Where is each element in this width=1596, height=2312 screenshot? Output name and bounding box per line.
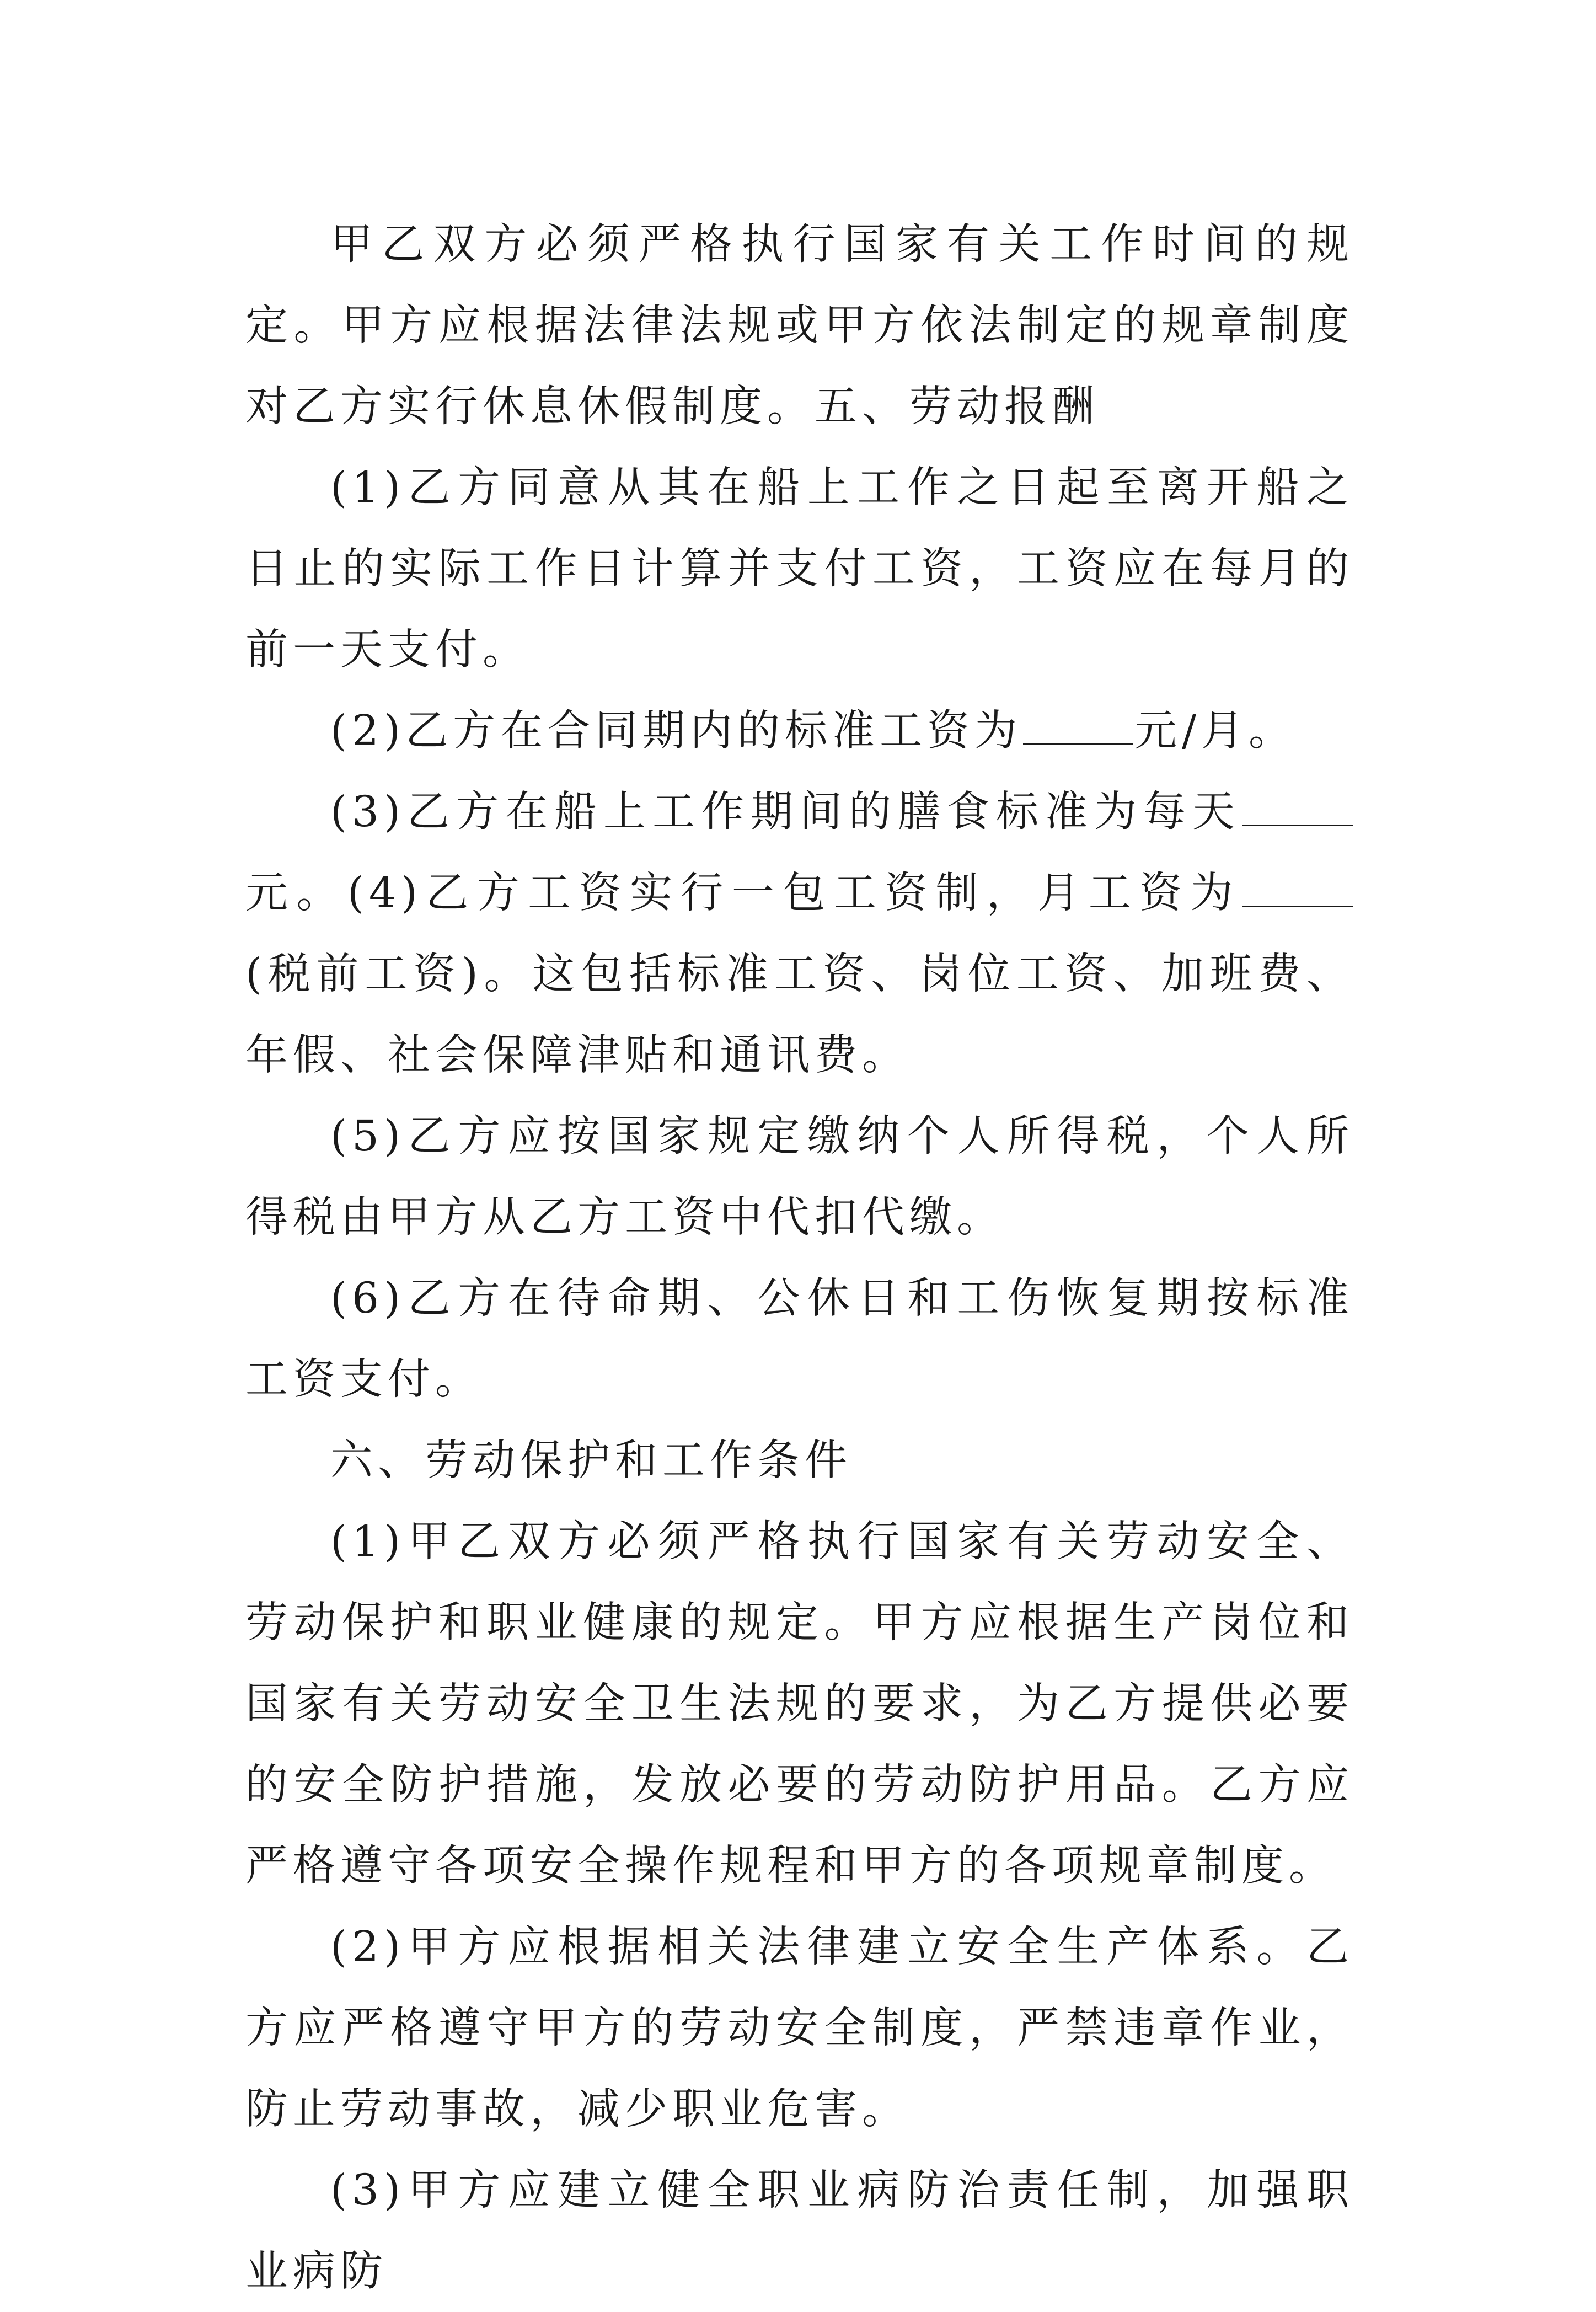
section-heading-text: 六、劳动保护和工作条件 xyxy=(330,1436,852,1485)
document-body xyxy=(245,204,1354,2312)
paragraph-text: (6)乙方在待命期、公休日和工伤恢复期按标准工资支付。 xyxy=(245,1274,1354,1404)
paragraph-standby-pay xyxy=(245,1258,1354,1420)
section-heading-labor-protection xyxy=(245,1420,1354,1501)
paragraph-text: (3)甲方应建立健全职业病防治责任制，加强职业病防 xyxy=(245,2166,1354,2296)
paragraph-wage-calculation xyxy=(245,447,1354,691)
paragraph-text: (2)甲方应根据相关法律建立安全生产体系。乙方应严格遵守甲方的劳动安全制度，严禁违章作业，防止劳动事故，减少职业危害。 xyxy=(245,1923,1354,2134)
paragraph-text: (1)乙方同意从其在船上工作之日起至离开船之日止的实际工作日计算并支付工资，工资应在每月的前一天支付。 xyxy=(245,463,1354,675)
blank-monthly-wage[interactable] xyxy=(1242,873,1353,907)
paragraph-text: (3)乙方在船上工作期间的膳食标准为每天 xyxy=(330,788,1241,837)
paragraph-text: (1)甲乙双方必须严格执行国家有关劳动安全、劳动保护和职业健康的规定。甲方应根据生产岗位和国家有关劳动安全卫生法规的要求，为乙方提供必要的安全防护措施，发放必要的劳动防护用品。乙方应严格遵守各项安全操作规程和甲方的各项规章制度。 xyxy=(245,1517,1354,1891)
paragraph-text: 甲乙双方必须严格执行国家有关工作时间的规定。甲方应根据法律法规或甲方依法制定的规章制度对乙方实行休息休假制度。五、劳动报酬 xyxy=(245,220,1354,431)
paragraph-safety-system xyxy=(245,1907,1354,2150)
paragraph-standard-wage xyxy=(245,691,1354,772)
paragraph-meal-and-package-wage xyxy=(245,772,1354,1096)
paragraph-text: 元/月。 xyxy=(1134,707,1297,756)
paragraph-occupational-disease xyxy=(245,2150,1354,2312)
paragraph-work-hours xyxy=(245,204,1354,447)
blank-standard-wage[interactable] xyxy=(1023,710,1133,745)
paragraph-text: (税前工资)。这包括标准工资、岗位工资、加班费、年假、社会保障津贴和通讯费。 xyxy=(245,950,1354,1080)
paragraph-income-tax xyxy=(245,1096,1354,1258)
blank-meal-standard[interactable] xyxy=(1242,791,1353,826)
paragraph-text: (2)乙方在合同期内的标准工资为 xyxy=(330,707,1022,756)
paragraph-text: (5)乙方应按国家规定缴纳个人所得税，个人所得税由甲方从乙方工资中代扣代缴。 xyxy=(245,1112,1354,1242)
paragraph-safety-rules xyxy=(245,1501,1354,1907)
paragraph-text: 元。(4)乙方工资实行一包工资制，月工资为 xyxy=(245,869,1241,918)
